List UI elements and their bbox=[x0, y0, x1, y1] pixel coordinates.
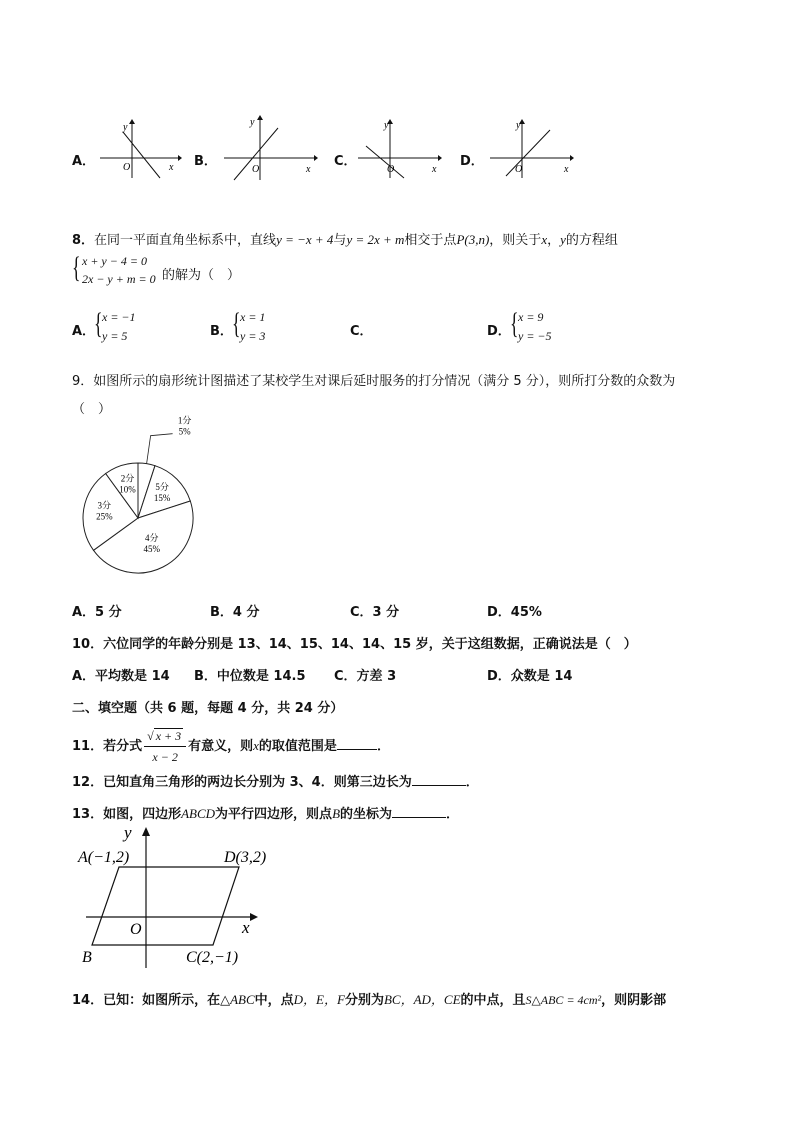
pie-chart bbox=[70, 415, 210, 580]
svg-text:y: y bbox=[124, 823, 132, 842]
option-b-graph bbox=[222, 112, 320, 182]
pie-value-label: 45% bbox=[143, 543, 160, 554]
svg-text:y: y bbox=[250, 117, 255, 128]
svg-text:x: x bbox=[564, 164, 569, 175]
svg-text:x: x bbox=[169, 162, 174, 173]
q13-stem: 13．如图，四边形ABCD为平行四边形，则点B的坐标为 ． bbox=[72, 806, 460, 822]
q9-stem-line1: 9．如图所示的扇形统计图描述了某校学生对课后延时服务的打分情况（满分 5 分），则所打分数的众数为 bbox=[72, 374, 676, 389]
option-a-graph bbox=[98, 118, 182, 180]
svg-text:A(−1,2): A(−1,2) bbox=[78, 849, 130, 866]
svg-text:O: O bbox=[387, 164, 395, 175]
svg-text:y: y bbox=[384, 120, 389, 131]
svg-text:y: y bbox=[516, 120, 521, 131]
option-c-label: C． bbox=[334, 154, 357, 169]
q14-stem: 14．已知：如图所示，在△ABC中，点D，E，F分别为BC，AD，CE的中点，且S△ABC = 4cm²，则阴影部 bbox=[72, 992, 667, 1008]
pie-category-label: 2分 bbox=[120, 473, 135, 484]
pie-value-label: 25% bbox=[96, 511, 113, 522]
pie-value-label: 10% bbox=[119, 484, 136, 495]
svg-text:x: x bbox=[306, 164, 311, 175]
svg-text:O: O bbox=[123, 162, 131, 173]
pie-value-label: 15% bbox=[153, 492, 171, 503]
svg-text:x: x bbox=[242, 918, 250, 937]
option-d-label: D． bbox=[460, 154, 484, 169]
option-d-graph bbox=[488, 118, 576, 180]
q12-stem: 12．已知直角三角形的两边长分别为 3、4．则第三边长为 ． bbox=[72, 775, 479, 790]
option-b-label: B． bbox=[194, 154, 217, 169]
parallelogram-figure bbox=[72, 822, 272, 972]
svg-text:x: x bbox=[432, 164, 437, 175]
svg-text:C(2,−1): C(2,−1) bbox=[186, 949, 239, 966]
fraction: $\frac{√ x + 3}{x - 2}$ bbox=[144, 726, 186, 767]
pie-category-label: 4分 bbox=[144, 532, 159, 543]
pie-category-label: 3分 bbox=[97, 500, 112, 511]
svg-text:y: y bbox=[123, 122, 128, 133]
q11-stem: 11．若分式 $\frac{√ x + 3}{x - 2}$ 有意义，则x的取值范围是 ． bbox=[72, 726, 390, 767]
q10-stem: 10．六位同学的年龄分别是 13、14、15、14、14、15 岁，关于这组数据，正确说法是（ ） bbox=[72, 637, 637, 652]
option-c-graph bbox=[356, 118, 444, 180]
svg-text:B: B bbox=[82, 949, 92, 966]
section-2-title: 二、填空题（共 6 题，每题 4 分，共 24 分） bbox=[72, 701, 344, 716]
pie-category-label: 5分 bbox=[155, 481, 169, 492]
q9-stem-line2: （ ） bbox=[72, 402, 112, 417]
svg-text:D(3,2): D(3,2) bbox=[224, 849, 267, 866]
answer-blank[interactable] bbox=[337, 737, 377, 750]
svg-text:O: O bbox=[252, 164, 260, 175]
answer-blank[interactable] bbox=[412, 773, 466, 786]
answer-blank[interactable] bbox=[392, 805, 446, 818]
q8-stem: 8．在同一平面直角坐标系中，直线y = −x + 4与y = 2x + m相交于点P(3,n)，则关于x，y的方程组 bbox=[72, 232, 618, 248]
pie-value-label: 5% bbox=[178, 426, 191, 437]
option-a-label: A． bbox=[72, 154, 96, 169]
pie-category-label: 1分 bbox=[177, 415, 192, 426]
pie-leader-line bbox=[147, 434, 173, 464]
svg-text:O: O bbox=[130, 921, 142, 938]
svg-text:O: O bbox=[515, 164, 523, 175]
